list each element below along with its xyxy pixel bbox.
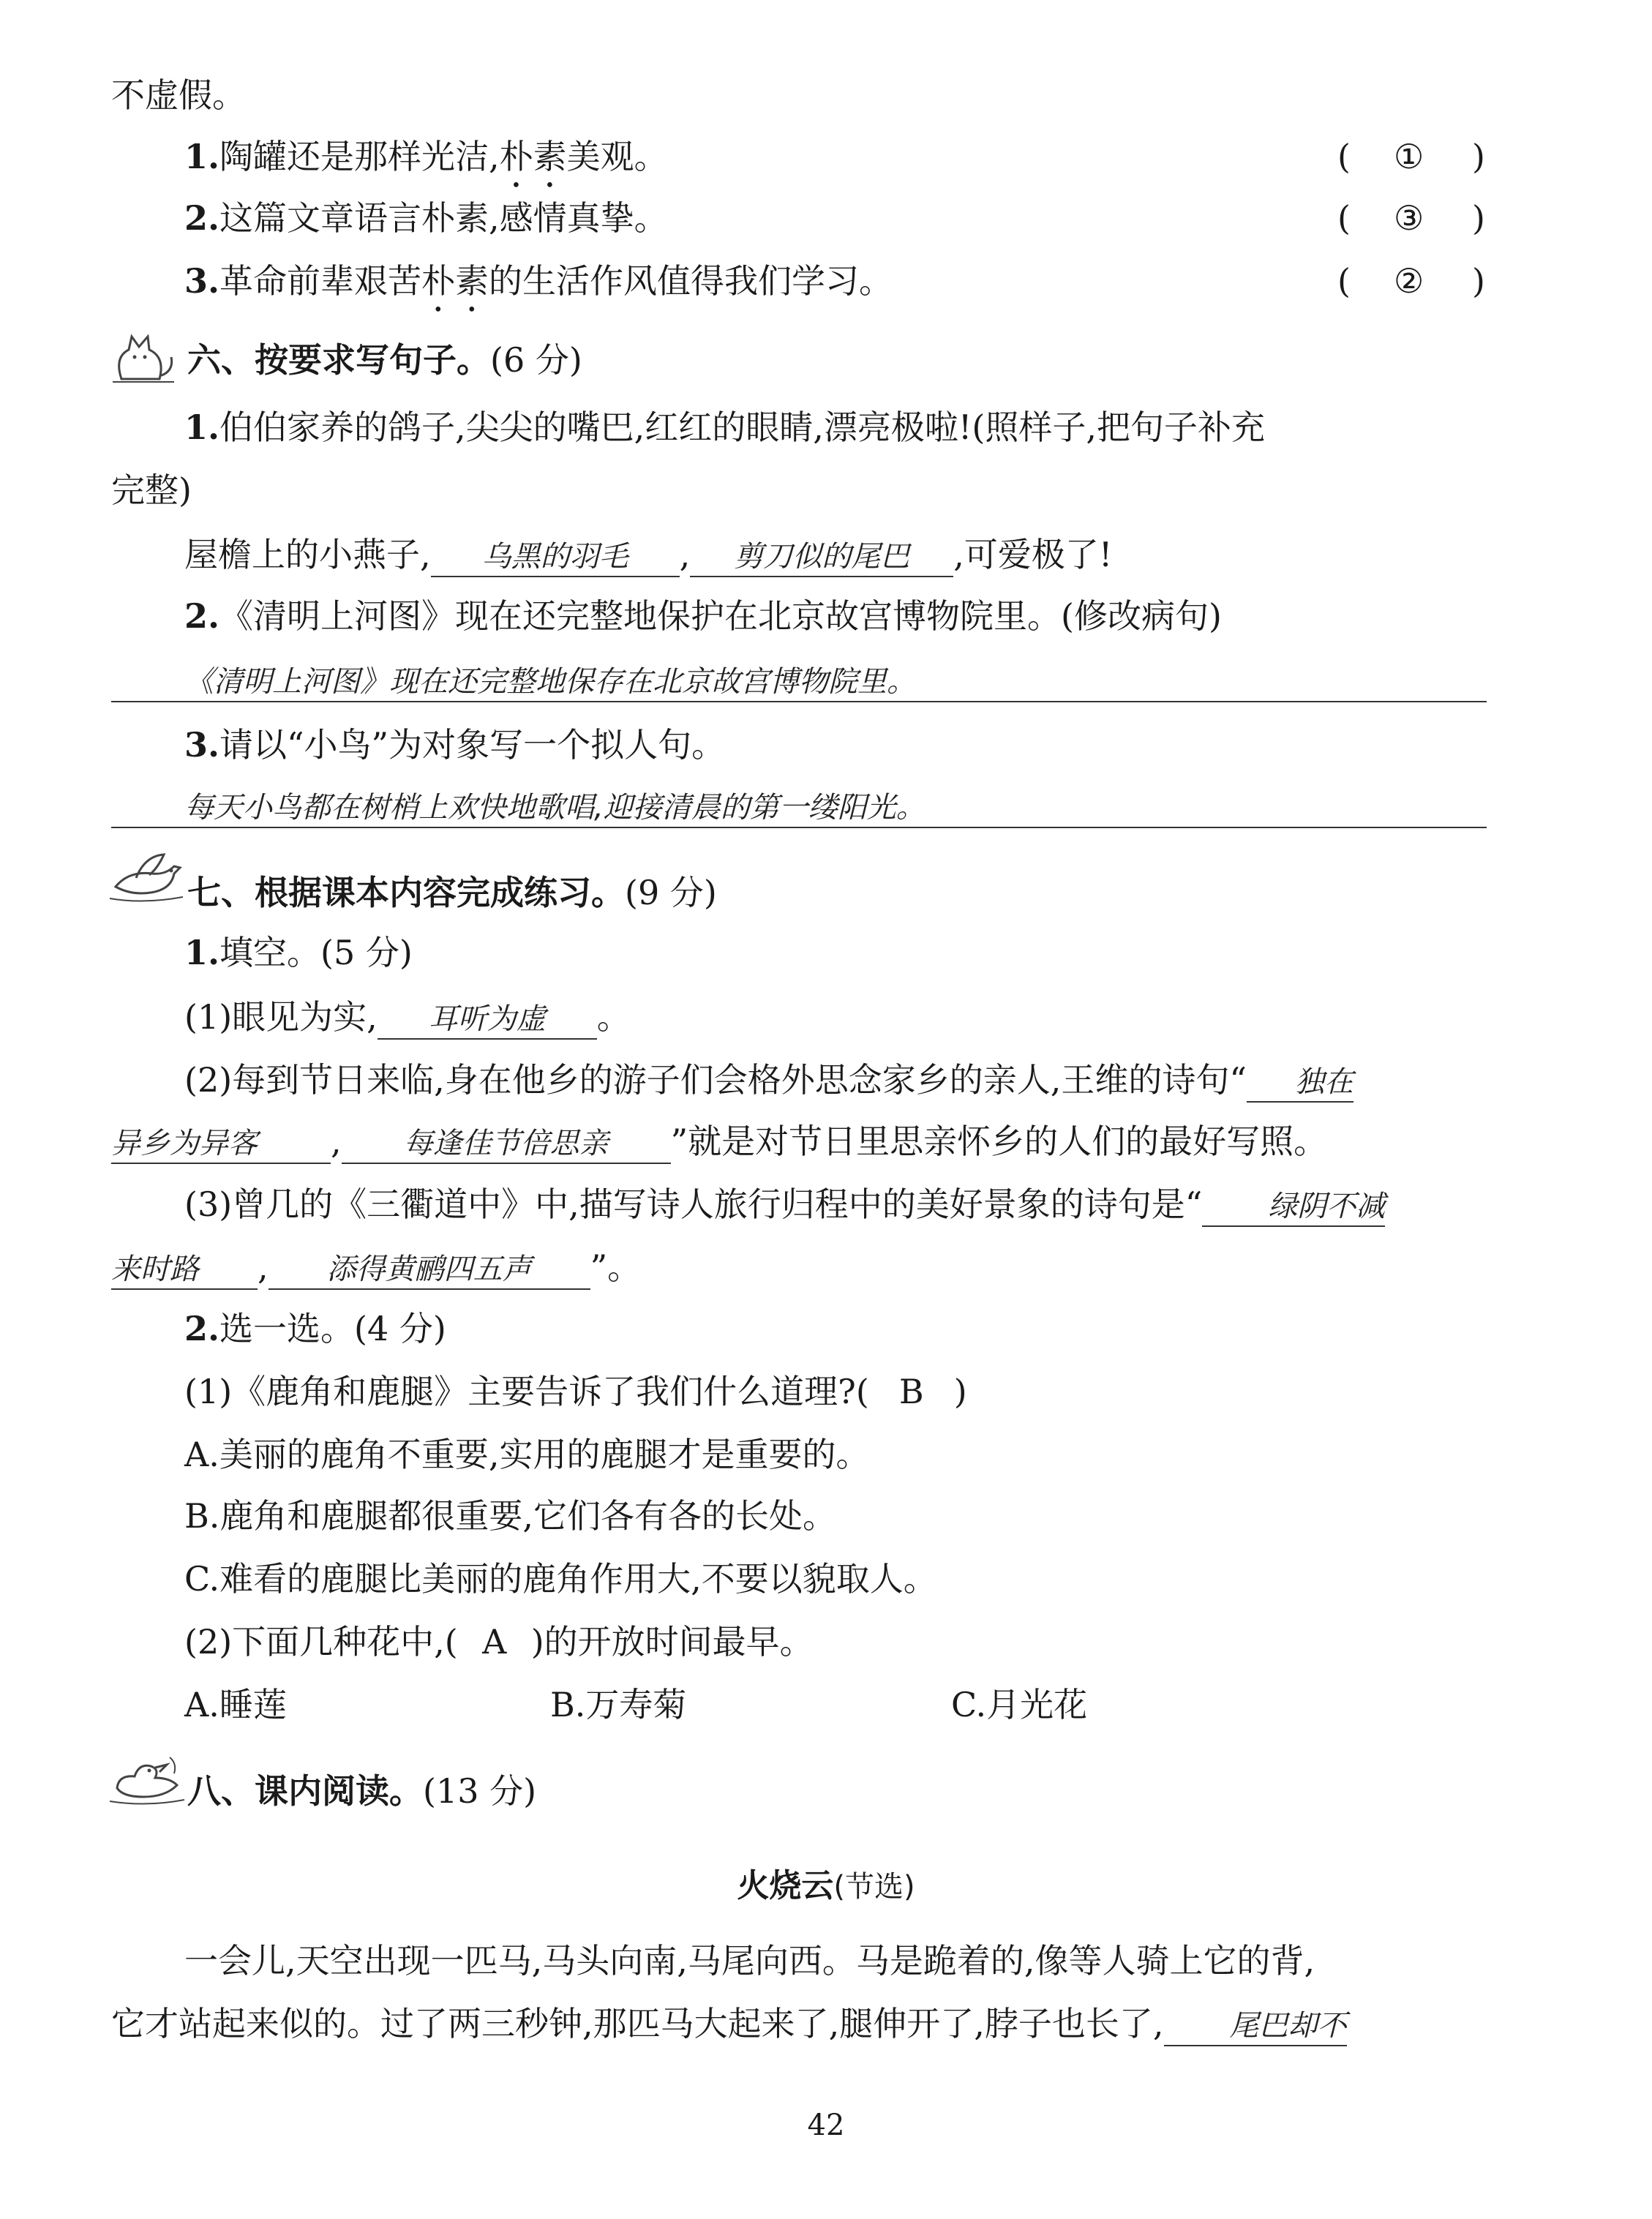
s6-q3-answer-line (111, 827, 1487, 828)
s5-paren-open-3: ( (1337, 261, 1351, 301)
s6-q3-prompt: 3.请以“小鸟”为对象写一个拟人句。 (184, 725, 726, 765)
s7-fill-2-blank-1-cont: 异乡为异客 (111, 1124, 331, 1164)
s7-choice-2-answer: A (482, 1622, 507, 1662)
passage-line-1: 一会儿,天空出现一匹马,马头向南,马尾向西。马是跪着的,像等人骑上它的背, (184, 1941, 1315, 1980)
s5-paren-open-2: ( (1337, 198, 1351, 238)
s6-q1-blank-2: 剪刀似的尾巴 (690, 538, 953, 577)
s7-fill-2: (2)每到节日来临,身在他乡的游子们会格外思念家乡的亲人,王维的诗句“ 独在 (184, 1058, 1353, 1103)
s7-choice-2-option-b: B.万寿菊 (550, 1685, 687, 1724)
s5-question-2: 2.这篇文章语言朴素,感情真挚。 (184, 198, 668, 238)
s7-fill-1-blank: 耳听为虚 (378, 1000, 597, 1040)
s5-paren-close-2: ) (1472, 198, 1485, 238)
s5-question-3: 3.革命前辈艰苦朴素的生活作风值得我们学习。 (184, 261, 893, 301)
s6-q2-answer: 《清明上河图》现在还完整地保存在北京故宫博物院里。 (184, 665, 916, 699)
s7-choice-1-question: (1)《鹿角和鹿腿》主要告诉了我们什么道理?( B ) (184, 1370, 967, 1413)
s7-fill-3: (3)曾几的《三衢道中》中,描写诗人旅行归程中的美好景象的诗句是“ 绿阴不减 (184, 1182, 1385, 1227)
s7-fill-2-blank-2: 每逢佳节倍思亲 (342, 1124, 671, 1164)
s7-choice-1-option-c: C.难看的鹿腿比美丽的鹿角作用大,不要以貌取人。 (184, 1559, 937, 1599)
s7-choice-2-option-a: A.睡莲 (184, 1685, 287, 1724)
s6-q1-prompt: 1.伯伯家养的鸽子,尖尖的嘴巴,红红的眼睛,漂亮极啦!(照样子,把句子补充 (184, 408, 1265, 447)
s5-paren-open-1: ( (1337, 137, 1351, 176)
s7-fill-2-cont: 异乡为异客 , 每逢佳节倍思亲 ”就是对节日里思亲怀乡的人们的最好写照。 (111, 1119, 1327, 1164)
passage-title: 火烧云(节选) (737, 1867, 915, 1904)
s5-question-1: 1.陶罐还是那样光洁,朴素美观。 (184, 137, 668, 176)
s7-choice-1-answer: B (898, 1372, 924, 1411)
s7-part-1-label: 1.填空。(5 分) (184, 933, 413, 972)
s6-q1-answer-line: 屋檐上的小燕子, 乌黑的羽毛 , 剪刀似的尾巴 ,可爱极了! (184, 533, 1112, 577)
section-8-heading: 八、课内阅读。(13 分) (187, 1771, 537, 1811)
passage-line-2: 它才站起来似的。过了两三秒钟,那匹马大起来了,腿伸开了,脖子也长了, 尾巴却不 (111, 2002, 1347, 2046)
s7-fill-3-blank-2: 添得黄鹂四五声 (269, 1250, 590, 1290)
s7-choice-2-option-c: C.月光花 (951, 1685, 1088, 1724)
duck-icon (107, 1749, 187, 1807)
s6-q1-prompt-cont: 完整) (111, 470, 192, 510)
section-7-heading: 七、根据课本内容完成练习。(9 分) (187, 873, 717, 912)
s5-answer-3: ② (1394, 261, 1424, 301)
s5-answer-2: ③ (1394, 198, 1424, 238)
s7-choice-2-question: (2)下面几种花中,( A )的开放时间最早。 (184, 1620, 814, 1664)
s6-q2-prompt: 2.《清明上河图》现在还完整地保护在北京故宫博物院里。(修改病句) (184, 596, 1222, 636)
s7-choice-1-option-a: A.美丽的鹿角不重要,实用的鹿腿才是重要的。 (184, 1435, 870, 1474)
s7-fill-2-blank-1: 独在 (1247, 1063, 1353, 1103)
s7-choice-1-option-b: B.鹿角和鹿腿都很重要,它们各有各的长处。 (184, 1496, 837, 1536)
s5-answer-1: ① (1394, 137, 1424, 176)
s7-fill-3-blank-1-cont: 来时路 (111, 1250, 258, 1290)
bird-icon (107, 849, 187, 907)
continued-text: 不虚假。 (111, 75, 246, 115)
cat-icon (107, 328, 180, 386)
s7-fill-3-cont: 来时路 , 添得黄鹂四五声 ”。 (111, 1245, 641, 1290)
s5-paren-close-3: ) (1472, 261, 1485, 301)
passage-underlined-answer: 尾巴却不 (1164, 2007, 1347, 2046)
s6-q2-answer-line (111, 701, 1487, 702)
page-number: 42 (807, 2109, 845, 2142)
s7-fill-1: (1)眼见为实, 耳听为虚 。 (184, 995, 631, 1040)
s7-fill-3-blank-1: 绿阴不减 (1202, 1187, 1385, 1227)
section-6-heading: 六、按要求写句子。(6 分) (187, 340, 582, 380)
s6-q1-blank-1: 乌黑的羽毛 (431, 538, 680, 577)
s7-part-2-label: 2.选一选。(4 分) (184, 1309, 446, 1348)
s6-q3-answer: 每天小鸟都在树梢上欢快地歌唱,迎接清晨的第一缕阳光。 (184, 791, 926, 825)
s5-paren-close-1: ) (1472, 137, 1485, 176)
